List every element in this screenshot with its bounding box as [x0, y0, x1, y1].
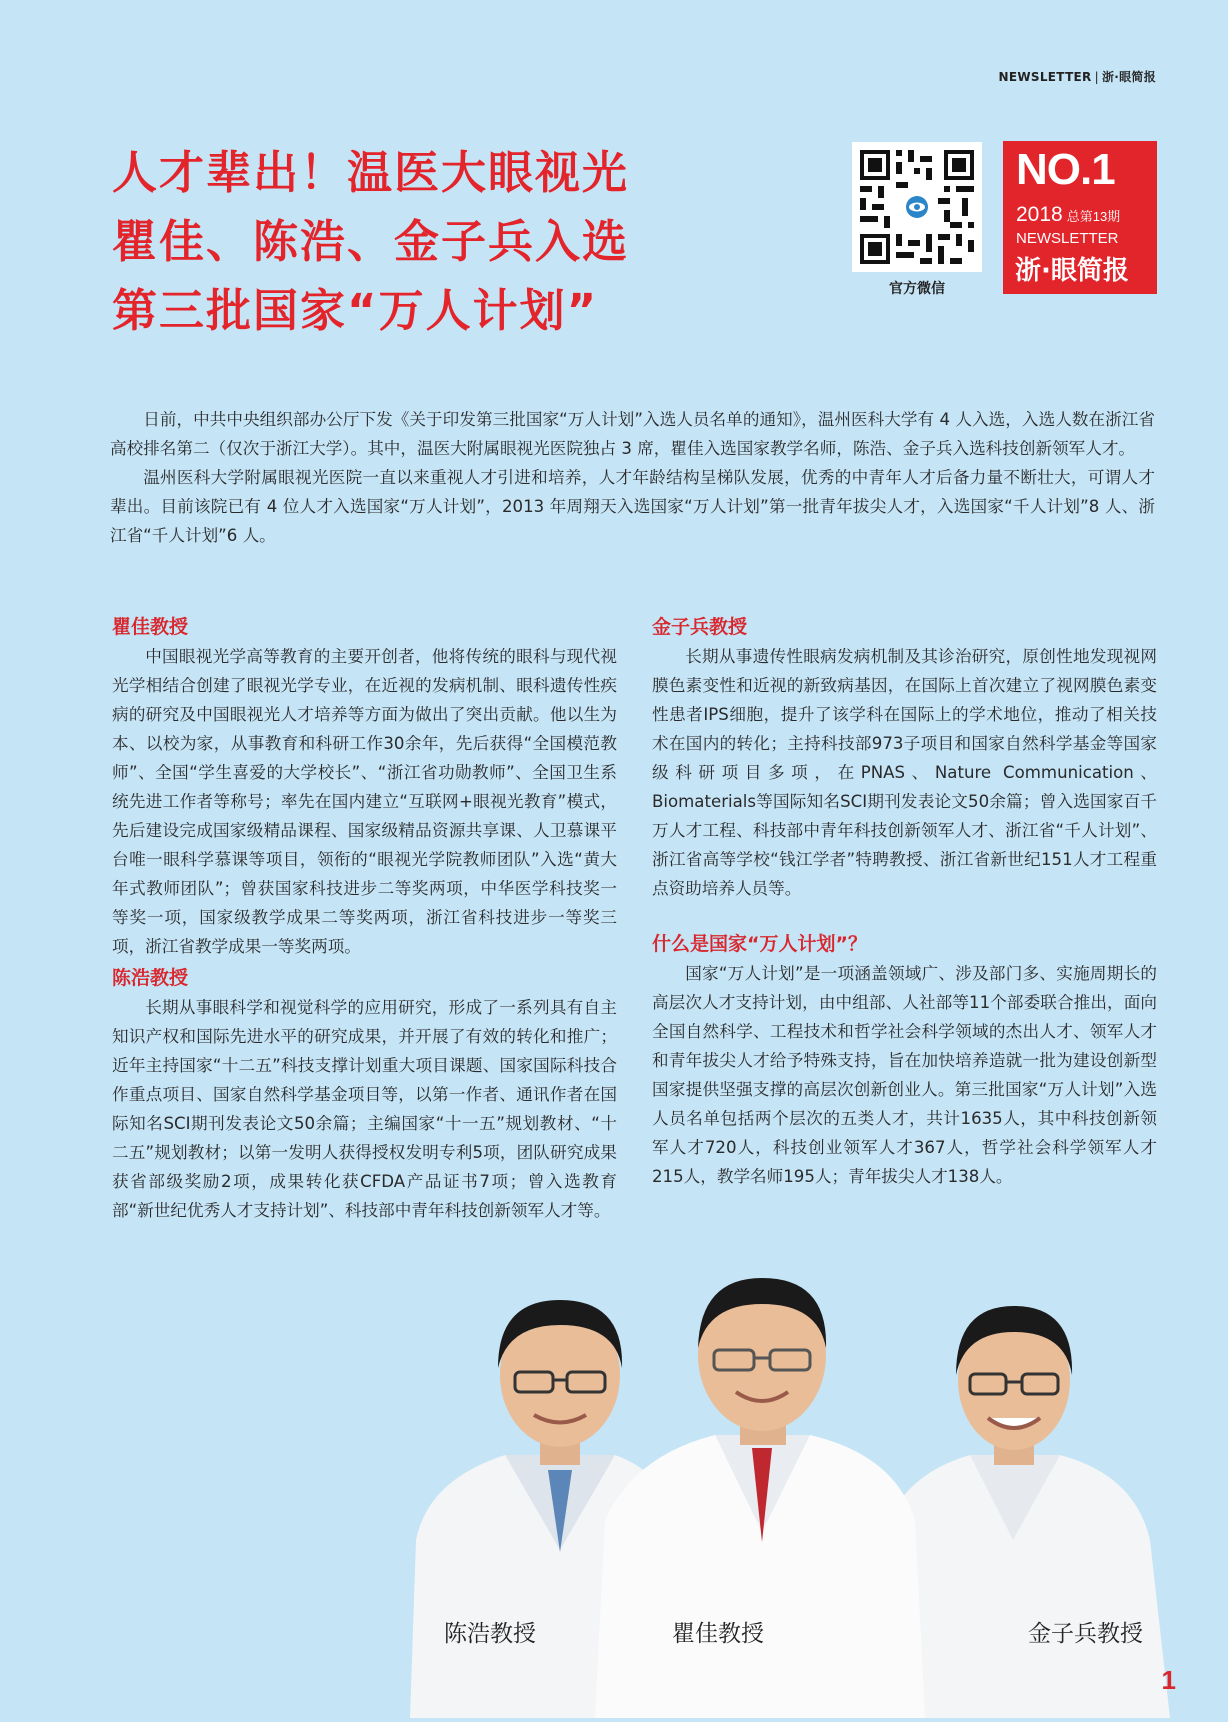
- header-tag: NEWSLETTER | 浙·眼简报: [998, 70, 1156, 84]
- left-column: [112, 612, 617, 1225]
- qr-code-graphic: [852, 142, 982, 272]
- jinzibing-heading: 金子兵教授: [652, 616, 748, 638]
- intro-paragraph-1: 日前，中共中央组织部办公厅下发《关于印发第三批国家“万人计划”入选人员名单的通知》，温州医科大学有 4 人入选，入选人数在浙江省高校排名第二（仅次于浙江大学）。其中，温医大附属眼视光医院独占 3 席，瞿佳入选国家教学名师，陈浩、金子兵入选科技创新领军人才。: [110, 410, 1155, 458]
- page-number: 1: [1161, 1665, 1176, 1695]
- badge-number: NO.1: [1016, 145, 1115, 194]
- caption-chenhao: 陈浩教授: [444, 1621, 536, 1647]
- title-line-1: 人才辈出！温医大眼视光: [112, 146, 630, 199]
- caption-qujia: 瞿佳教授: [672, 1621, 764, 1647]
- caption-jinzibing: 金子兵教授: [1028, 1621, 1143, 1647]
- intro-paragraph-2: 温州医科大学附属眼视光医院一直以来重视人才引进和培养，人才年龄结构呈梯队发展，优秀的中青年人才后备力量不断壮大，可谓人才辈出。目前该院已有 4 位人才入选国家“万人计划”，2013 年周翔天入选国家“万人计划”第一批青年拔尖人才，入选国家“千人计划”8 人、浙江省“千人计划”6 人。: [110, 468, 1155, 545]
- badge-year: 2018: [1016, 203, 1063, 226]
- badge-year-line: [1016, 203, 1120, 227]
- program-heading: 什么是国家“万人计划”？: [652, 933, 867, 955]
- professors-illustration: [410, 1270, 1228, 1718]
- right-column: [652, 612, 1157, 1191]
- badge-brand: 浙·眼简报: [1015, 256, 1129, 286]
- title-line-3: 第三批国家“万人计划”: [112, 284, 599, 337]
- badge-issue: 总第13期: [1066, 209, 1121, 224]
- qujia-body: 中国眼视光学高等教育的主要开创者，他将传统的眼科与现代视光学相结合创建了眼视光学专业，在近视的发病机制、眼科遗传性疾病的研究及中国眼视光人才培养等方面为做出了突出贡献。他以生为本、以校为家，从事教育和科研工作30余年，先后获得“全国模范教师”、全国“学生喜爱的大学校长”、“浙江省功勋教师”、全国卫生系统先进工作者等称号；率先在国内建立“互联网+眼视光教育”模式，先后建设完成国家级精品课程、国家级精品资源共享课、人卫慕课平台唯一眼科学慕课等项目，领衔的“眼视光学院教师团队”入选“黄大年式教师团队”；曾获国家科技进步二等奖两项，中华医学科技奖一等奖一项，国家级教学成果二等奖两项，浙江省科技进步一等奖三项，浙江省教学成果一等奖两项。: [112, 647, 617, 956]
- header-brand: 浙·眼简报: [1101, 70, 1156, 84]
- header-newsletter: NEWSLETTER: [998, 70, 1092, 84]
- professors-photo: [410, 1270, 1228, 1718]
- title-line-2: 瞿佳、陈浩、金子兵入选: [112, 215, 630, 268]
- chenhao-heading: 陈浩教授: [112, 967, 189, 989]
- issue-badge: [1003, 141, 1157, 294]
- qr-code: [852, 142, 982, 272]
- article-title: [112, 138, 792, 345]
- qujia-heading: 瞿佳教授: [112, 616, 189, 638]
- jinzibing-body: 长期从事遗传性眼病发病机制及其诊治研究，原创性地发现视网膜色素变性和近视的新致病基因，在国际上首次建立了视网膜色素变性患者IPS细胞，提升了该学科在国际上的学术地位，推动了相关技术在国内的转化；主持科技部973子项目和国家自然科学基金等国家级科研项目多项，在PNAS、Nature Communication、Biomaterials等国际知名SCI期刊发表论文50余篇；曾入选国家百千万人才工程、科技部中青年科技创新领军人才、浙江省“千人计划”、浙江省高等学校“钱江学者”特聘教授、浙江省新世纪151人才工程重点资助培养人员等。: [652, 647, 1157, 898]
- program-body: 国家“万人计划”是一项涵盖领域广、涉及部门多、实施周期长的高层次人才支持计划，由中组部、人社部等11个部委联合推出，面向全国自然科学、工程技术和哲学社会科学领域的杰出人才、领军人才和青年拔尖人才给予特殊支持，旨在加快培养造就一批为建设创新型国家提供坚强支撑的高层次创新创业人。第三批国家“万人计划”入选人员名单包括两个层次的五类人才，共计1635人，其中科技创新领军人才720人，科技创业领军人才367人，哲学社会科学领军人才215人，教学名师195人；青年拔尖人才138人。: [652, 964, 1157, 1186]
- qr-caption: 官方微信: [889, 281, 945, 297]
- badge-newsletter: NEWSLETTER: [1016, 230, 1119, 247]
- chenhao-body: 长期从事眼科学和视觉科学的应用研究，形成了一系列具有自主知识产权和国际先进水平的研究成果，并开展了有效的转化和推广；近年主持国家“十二五”科技支撑计划重大项目课题、国家国际科技合作重点项目、国家自然科学基金项目等，以第一作者、通讯作者在国际知名SCI期刊发表论文50余篇；主编国家“十一五”规划教材、“十二五”规划教材；以第一发明人获得授权发明专利5项，团队研究成果获省部级奖励2项，成果转化获CFDA产品证书7项；曾入选教育部“新世纪优秀人才支持计划”、科技部中青年科技创新领军人才等。: [112, 998, 617, 1220]
- intro: [110, 405, 1155, 550]
